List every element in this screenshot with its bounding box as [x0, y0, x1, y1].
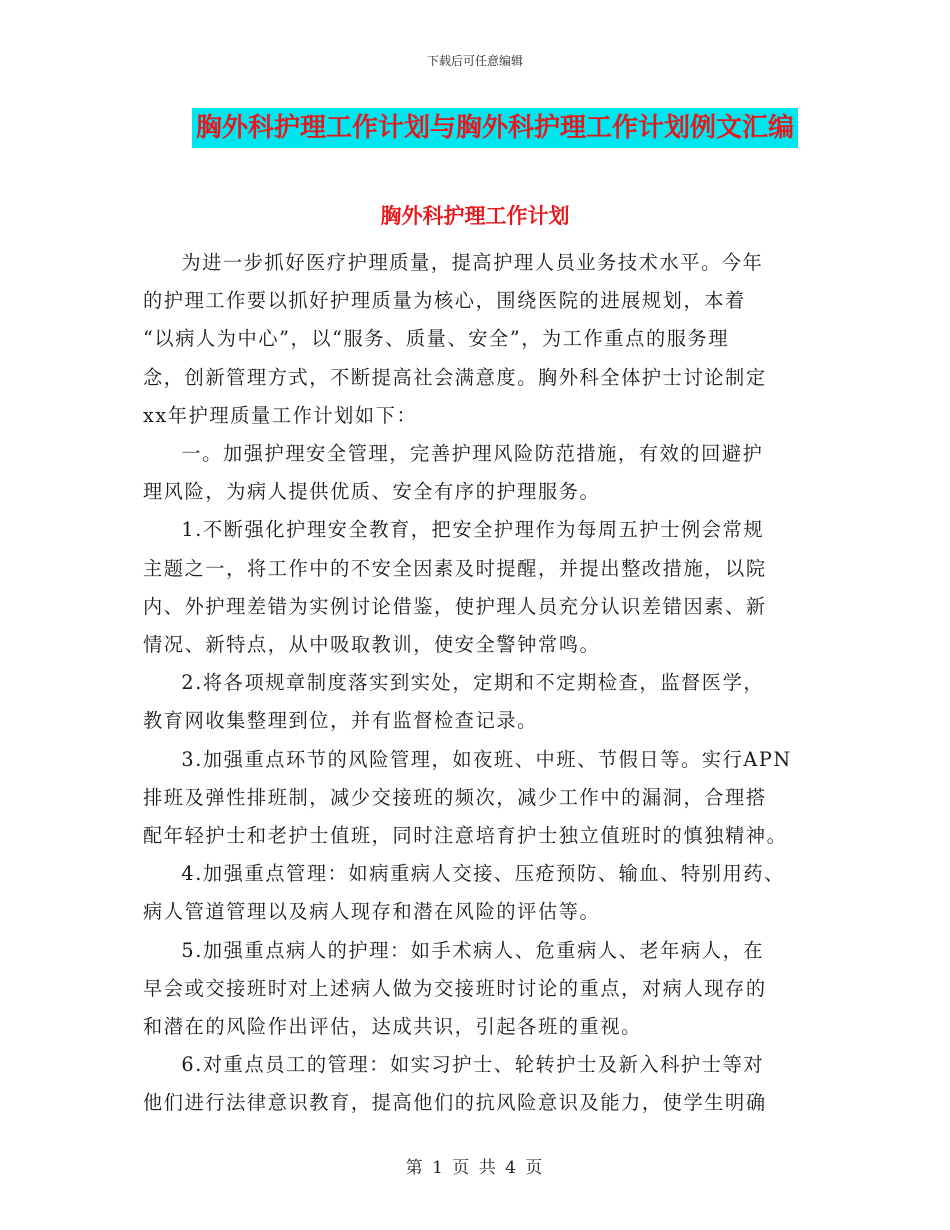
- paragraph-item-4: [143, 855, 811, 931]
- text-line: 2.将各项规章制度落实到实处，定期和不定期检查，监督医学，: [181, 671, 765, 695]
- text-line: “以病人为中心”，以“服务、质量、安全”，为工作重点的服务理: [143, 327, 730, 351]
- document-body: [143, 244, 811, 1123]
- text-line: 教育网收集整理到位，并有监督检查记录。: [143, 709, 538, 733]
- text-line: 理风险，为病人提供优质、安全有序的护理服务。: [143, 480, 601, 504]
- text-line: 配年轻护士和老护士值班，同时注意培育护士独立值班时的慎独精神。: [143, 824, 788, 848]
- text-line: 3.加强重点环节的风险管理，如夜班、中班、节假日等。实行APN: [181, 747, 792, 771]
- text-line: 内、外护理差错为实例讨论借鉴，使护理人员充分认识差错因素、新: [143, 594, 767, 618]
- text-line: xx年护理质量工作计划如下：: [143, 403, 418, 427]
- text-line: 和潜在的风险作出评估，达成共识，引起各班的重视。: [143, 1015, 642, 1039]
- text-line: 早会或交接班时对上述病人做为交接班时讨论的重点，对病人现存的: [143, 976, 767, 1000]
- text-line: 病人管道管理以及病人现存和潜在风险的评估等。: [143, 900, 601, 924]
- text-line: 排班及弹性排班制，减少交接班的频次，减少工作中的漏洞，合理搭: [143, 785, 767, 809]
- page-number: 第 1 页 共 4 页: [405, 1158, 545, 1178]
- paragraph-item-1: [143, 511, 811, 664]
- paragraph-item-3: [143, 741, 811, 856]
- paragraph-item-2: [143, 664, 811, 740]
- text-line: 念，创新管理方式，不断提高社会满意度。胸外科全体护士讨论制定: [143, 365, 767, 389]
- paragraph-intro: [143, 244, 811, 435]
- text-line: 的护理工作要以抓好护理质量为核心，围绕医院的进展规划，本着: [143, 289, 746, 313]
- text-line: 主题之一，将工作中的不安全因素及时提醒，并提出整改措施，以院: [143, 556, 767, 580]
- text-line: 情况、新特点，从中吸取教训，使安全警钟常鸣。: [143, 633, 601, 657]
- text-line: 6.对重点员工的管理：如实习护士、轮转护士及新入科护士等对: [181, 1053, 765, 1077]
- text-line: 5.加强重点病人的护理：如手术病人、危重病人、老年病人，在: [181, 938, 765, 962]
- paragraph-section-one: [143, 435, 811, 511]
- text-line: 为进一步抓好医疗护理质量，提高护理人员业务技术水平。今年: [181, 251, 764, 274]
- text-line: 4.加强重点管理：如病重病人交接、压疮预防、输血、特别用药、: [181, 862, 785, 886]
- text-line: 他们进行法律意识教育，提高他们的抗风险意识及能力，使学生明确: [143, 1091, 767, 1115]
- document-title: 胸外科护理工作计划与胸外科护理工作计划例文汇编: [192, 108, 798, 148]
- paragraph-item-6: [143, 1046, 811, 1122]
- section-title: 胸外科护理工作计划: [380, 203, 570, 228]
- paragraph-item-5: [143, 932, 811, 1047]
- text-line: 一。加强护理安全管理，完善护理风险防范措施，有效的回避护: [181, 442, 764, 466]
- header-note: 下载后可任意编辑: [426, 54, 523, 68]
- text-line: 1.不断强化护理安全教育，把安全护理作为每周五护士例会常规: [181, 518, 765, 542]
